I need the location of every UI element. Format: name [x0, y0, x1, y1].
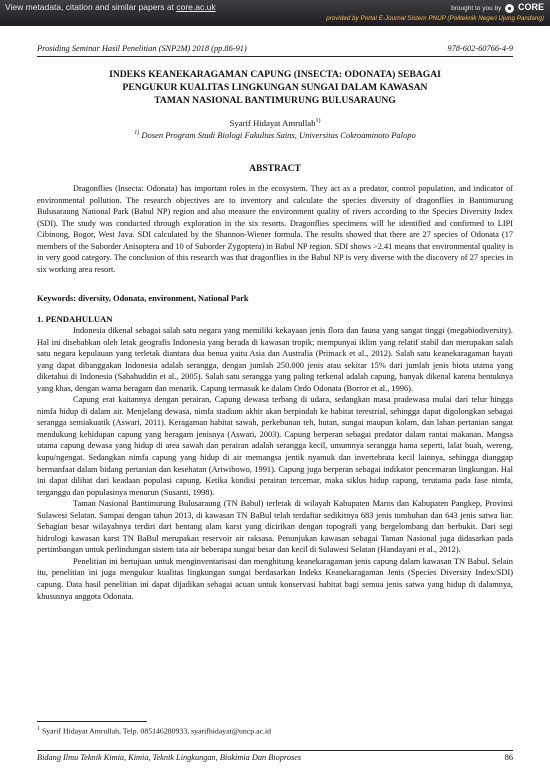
page-number: 86	[504, 753, 513, 762]
paper-title	[37, 68, 513, 107]
running-header-left: Prosiding Seminar Hasil Penelitian (SNP2M) 2018 (pp.86-91)	[37, 44, 247, 53]
footer-divider	[37, 750, 513, 751]
affiliation-sup: 1)	[134, 130, 140, 137]
footer-field: Bidang Ilmu Teknik Kimia, Kimia, Teknik Lingkungan, Biokimia Dan Bioproses	[37, 753, 302, 762]
core-logo-text: CORE	[517, 2, 544, 12]
running-header-isbn: 978-602-60766-4-9	[447, 44, 513, 53]
provider-link[interactable]: provided by Portal E-Journal Sistem PNUP (Politeknik Negeri Ujung Pandang)	[326, 15, 544, 22]
footnote-text: Syarif Hidayat Amrullah, Telp. 085146280933, syarifhidayat@uncp.ac.id	[40, 726, 272, 736]
brought-by-label: brought to you by	[451, 5, 502, 12]
affiliation	[37, 130, 513, 140]
title-line: TAMAN NASIONAL BANTIMURUNG BULUSARAUNG	[154, 95, 396, 106]
core-banner	[0, 0, 550, 26]
core-link[interactable]: core.ac.uk	[176, 2, 216, 12]
paragraph: Taman Nasional Bantimurung Bulusaraung (TN Babul) terletak di wilayah Kabupaten Maros dan Kabupaten Pangkep, Provinsi Sulawesi Selatan. Sampai dengan tahun 2013, di kawasan TN BaBul telah terdaftar sedikitnya 683 jenis tumbuhan dan 643 jenis satwa liar. Sebagian besar wilayahnya terdiri dari bentang alam karst yang dicirikan dengan topografi yang bergelombang dan berbukit. Dari segi hidrologi kawasan karst TN BaBul merupakan reservoir air raksasa. Penunjukan kawasan sebagai Taman Nasional juga didasarkan pada pertimbangan untuk perlindungan sistem tata air beberapa sungai besar dan kecil di Sulawesi Selatan (Handayani et al., 2012).	[37, 499, 513, 555]
footnote-mark: 1	[37, 726, 40, 732]
paragraph: Penelitian ini bertujuan untuk menginventarisasi dan menghitung keanekaragaman jenis capung dalam kawasan TN Babul. Selain itu, penelitian ini juga mengukur kualitas lingkungan sungai berdasarkan Indeks Keanekaragaman Jenis (Species Diversity Index/SDI) capung. Data hasil penelitian ini dapat dijadikan sebagai acuan untuk konservasi habitat bagi semua jenis satwa yang hidup di dalamnya, khususnya anggota Odonata.	[37, 556, 513, 601]
abstract-text: Dragonflies (Insecta: Odonata) has important roles in the ecosystem. They act as a predator, control population, and indicator of environmental pollution. The research objectives are to inventory and calculate the species diversity of dragonflies in Bantimurung Bulusaraung National Park (Babul NP) region and also measure the environment quality of rivers according to the Species Diversity Index (SDI). The study was conducted through exploration in the six resorts. Dragonflies specimens will be identified and confirmed to LIPI Cibinong, Bogor, West Java. SDI calculated by the Shannon-Wiener formula. The results showed that there are 27 species of Odonata (17 members of the Suborder Anisoptera and 10 of Suborder Zygoptera) in Babul NP region. SDI shows >2.41 means that environmental quality is in very good category. The conclusion of this research was that dragonflies in the Babul NP is very diverse with the discovery of 27 species in six working area resort.	[37, 184, 513, 274]
metadata-label: View metadata, citation and similar papers at	[5, 2, 177, 12]
section-body	[37, 325, 513, 602]
header-divider	[37, 56, 513, 57]
title-line: PENGUKUR KUALITAS LINGKUNGAN SUNGAI DALAM KAWASAN	[122, 82, 428, 93]
footnote-divider	[37, 721, 147, 722]
abstract-heading: ABSTRACT	[249, 164, 301, 174]
paragraph: Indonesia dikenal sebagai salah satu negara yang memiliki kekayaan jenis flora dan fauna yang sangat tinggi (megabiodiversity). Hal ini disebabkan oleh letak geografis Indonesia yang berada di kawasan tropik; mempunyai iklim yang relatif stabil dan merupakan salah satu negara kepulauan yang terletak diantara dua benua yaitu Asia dan Australia (Primack et al., 2012). Salah satu keanekaragaman hayati yang dapat dibanggakan Indonesia adalah serangga, dengan jumlah 250.000 jenis atau sekitar 15% dari jumlah jenis biota utama yang diketahui di Indonesia (Sabahuddin et al., 2005). Salah satu serangga yang paling terkenal adalah capung, banyak dikenal karena bentuknya yang khas, dengan warna beragam dan menarik. Capung termasuk ke dalam Ordo Odonata (Borror et al., 1996).	[37, 326, 513, 393]
author-line	[37, 118, 513, 128]
footnote	[37, 726, 271, 736]
core-logo-icon	[505, 4, 514, 13]
section-heading: 1. PENDAHULUAN	[37, 314, 113, 324]
keywords: Keywords: diversity, Odonata, environment, National Park	[37, 294, 249, 303]
paragraph: Capung erat kaitannya dengan perairan, Capung dewasa terbang di udara, sedangkan masa pradewasa mulai dari telur hingga nimfa hidup di dalam air. Menjelang dewasa, nimfa stadium akhir akan berpindah ke habitat terestrial, sehingga dapat digolongkan sebagai serangga semiakuatik (Aswari, 2011). Keragaman habitat sawah, perkebunan teh, hutan, sungai maupun kolam, dan lahan pertanian sangat mendukung kehidupan capung yang beragam jenisnya (Aswari, 2003). Capung berperan sebagai predator dalam rantai makanan. Mangsa utama capung dewasa yang hidup di area sawah dan perairan adalah serangga kecil, umumnya serangga hama seperti, lalat buah, wereng, kupu/ngengat. Sedangkan nimfa capung yang hidup di air memangsa jentik nyamuk dan invertebrata kecil lainnya, sehingga dianggap bermanfaat dalam bidang pertanian dan kesehatan (Ariwibowo, 1991). Capung juga berperan sebagai indikator pencemaran lingkungan. Hal ini dapat dilihat dari keadaan populasi capung. Ketika kondisi perairan tercemar, maka siklus hidup capung, terutama pada fase nimfa, terganggu dan populasinya menurun (Susanti, 1998).	[37, 395, 513, 497]
affiliation-text: Dosen Program Studi Biologi Fakultas Sains, Universitas Cokroaminoto Palopo	[139, 130, 416, 140]
title-line: INDEKS KEANEKARAGAMAN CAPUNG (INSECTA: ODONATA) SEBAGAI	[109, 69, 441, 80]
author-name: Syarif Hidayat Amrullah	[229, 118, 316, 128]
core-metadata-text	[5, 2, 216, 12]
author-sup: 1)	[315, 118, 321, 125]
core-brand[interactable]	[451, 2, 544, 13]
